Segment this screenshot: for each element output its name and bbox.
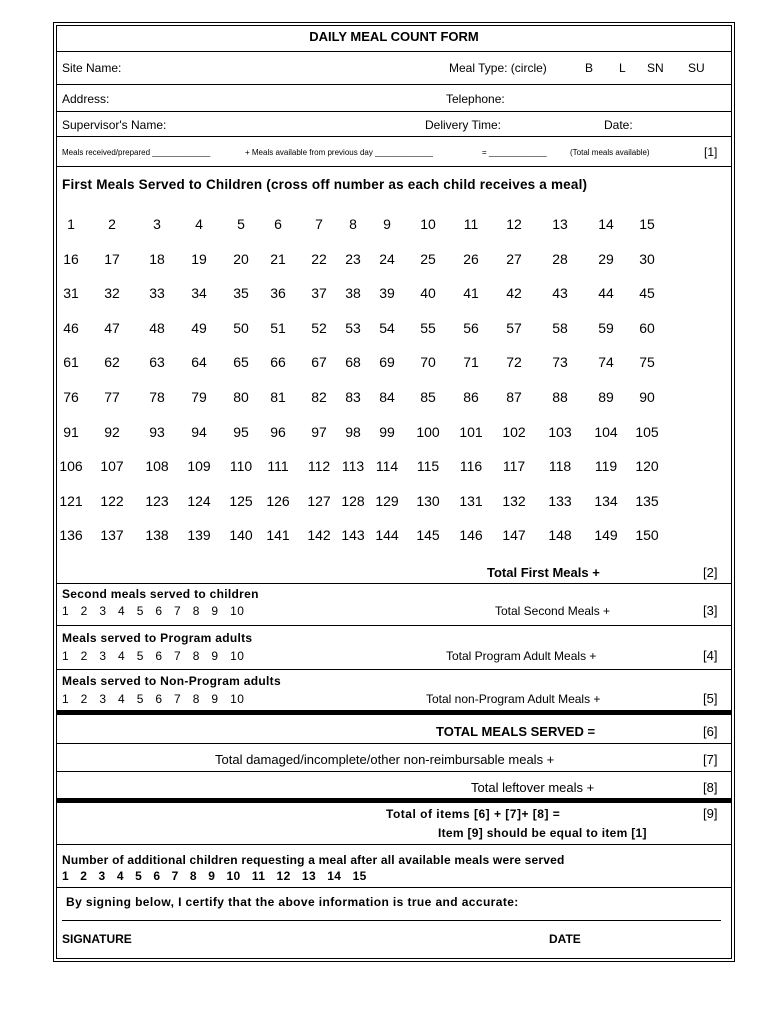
supervisor-label: Supervisor's Name: <box>62 118 167 132</box>
item-2: [2] <box>703 565 718 580</box>
meals-received-label: Meals received/prepared _____________ <box>62 148 211 157</box>
meal-number-13[interactable]: 13 <box>552 216 568 232</box>
meal-number-122[interactable]: 122 <box>100 492 124 509</box>
date-signature-label: DATE <box>549 932 581 946</box>
meal-number-145[interactable]: 145 <box>416 527 440 544</box>
meal-number-39[interactable]: 39 <box>379 285 395 302</box>
meal-type-label: Meal Type: (circle) <box>449 61 547 75</box>
meal-number-29[interactable]: 29 <box>598 250 614 267</box>
meal-number-64[interactable]: 64 <box>191 354 207 371</box>
meal-number-24[interactable]: 24 <box>379 250 395 267</box>
meal-number-52[interactable]: 52 <box>311 319 327 336</box>
divider <box>57 84 731 85</box>
meal-number-67[interactable]: 67 <box>311 354 327 371</box>
meal-number-118[interactable]: 118 <box>548 458 572 475</box>
meal-count-form <box>53 22 735 962</box>
meal-number-98[interactable]: 98 <box>345 423 361 440</box>
meal-number-37[interactable]: 37 <box>311 285 327 302</box>
divider <box>57 771 731 772</box>
meal-number-134[interactable]: 134 <box>594 492 618 509</box>
meal-number-92[interactable]: 92 <box>104 423 120 440</box>
meal-number-55[interactable]: 55 <box>420 319 436 336</box>
meal-number-76[interactable]: 76 <box>63 389 79 405</box>
meal-number-143[interactable]: 143 <box>341 527 365 544</box>
meal-number-62[interactable]: 62 <box>104 354 120 371</box>
meal-number-78[interactable]: 78 <box>149 389 165 405</box>
divider <box>57 887 731 888</box>
items-total-label: Total of items [6] + [7]+ [8] = <box>386 807 561 821</box>
nonprogram-adults-heading: Meals served to Non-Program adults <box>62 674 281 688</box>
item-4: [4] <box>703 648 718 663</box>
meal-number-50[interactable]: 50 <box>233 319 249 336</box>
meal-number-41[interactable]: 41 <box>463 285 479 302</box>
meal-number-45[interactable]: 45 <box>639 285 655 302</box>
meal-number-126[interactable]: 126 <box>266 492 290 509</box>
meal-number-141[interactable]: 141 <box>266 527 290 544</box>
divider <box>57 625 731 626</box>
meal-number-97[interactable]: 97 <box>311 423 327 440</box>
meal-number-32[interactable]: 32 <box>104 285 120 302</box>
meal-number-100[interactable]: 100 <box>416 423 440 440</box>
meal-number-117[interactable]: 117 <box>502 458 526 475</box>
meal-number-119[interactable]: 119 <box>594 458 618 475</box>
meal-number-133[interactable]: 133 <box>548 492 572 509</box>
meal-number-25[interactable]: 25 <box>420 250 436 267</box>
second-meals-numbers: 1 2 3 4 5 6 7 8 9 10 <box>62 604 245 618</box>
meal-number-63[interactable]: 63 <box>149 354 165 371</box>
total-program-adult-label: Total Program Adult Meals + <box>446 649 597 663</box>
meal-number-93[interactable]: 93 <box>149 423 165 440</box>
meal-number-75[interactable]: 75 <box>639 354 655 371</box>
equals-blank: = _____________ <box>482 148 547 157</box>
telephone-label: Telephone: <box>446 92 505 106</box>
meal-number-108[interactable]: 108 <box>145 458 169 475</box>
meal-number-142[interactable]: 142 <box>307 527 331 544</box>
meal-number-66[interactable]: 66 <box>270 354 286 371</box>
form-inner-border <box>56 25 732 959</box>
meal-number-35[interactable]: 35 <box>233 285 249 302</box>
meal-number-26[interactable]: 26 <box>463 250 479 267</box>
meal-number-11[interactable]: 11 <box>463 216 479 232</box>
meal-number-90[interactable]: 90 <box>639 389 655 405</box>
item-6: [6] <box>703 724 718 739</box>
meal-number-20[interactable]: 20 <box>233 250 249 267</box>
total-meals-served-label: TOTAL MEALS SERVED = <box>436 724 596 739</box>
meal-number-150[interactable]: 150 <box>635 527 659 544</box>
meal-number-27[interactable]: 27 <box>506 250 522 267</box>
meal-number-44[interactable]: 44 <box>598 285 614 302</box>
divider <box>57 166 731 167</box>
meal-number-103[interactable]: 103 <box>548 423 572 440</box>
meal-number-38[interactable]: 38 <box>345 285 361 302</box>
meal-number-6[interactable]: 6 <box>274 216 282 232</box>
meal-number-140[interactable]: 140 <box>229 527 253 544</box>
meal-number-53[interactable]: 53 <box>345 319 361 336</box>
meal-number-105[interactable]: 105 <box>635 423 659 440</box>
meal-number-19[interactable]: 19 <box>191 250 207 267</box>
meal-number-124[interactable]: 124 <box>187 492 211 509</box>
meal-number-60[interactable]: 60 <box>639 319 655 336</box>
meal-number-129[interactable]: 129 <box>375 492 399 509</box>
program-adults-numbers: 1 2 3 4 5 6 7 8 9 10 <box>62 649 245 663</box>
meal-number-15[interactable]: 15 <box>639 216 655 232</box>
meal-option-l[interactable]: L <box>619 61 626 75</box>
meal-number-84[interactable]: 84 <box>379 389 395 405</box>
meal-number-33[interactable]: 33 <box>149 285 165 302</box>
additional-children-heading: Number of additional children requesting a meal after all available meals were served <box>62 853 565 867</box>
total-available-label: (Total meals available) <box>570 148 650 157</box>
meal-number-113[interactable]: 113 <box>341 458 365 475</box>
meal-number-137[interactable]: 137 <box>100 527 124 544</box>
meal-number-149[interactable]: 149 <box>594 527 618 544</box>
meal-number-120[interactable]: 120 <box>635 458 659 475</box>
total-nonprogram-adult-label: Total non-Program Adult Meals + <box>426 692 601 706</box>
meal-number-43[interactable]: 43 <box>552 285 568 302</box>
signature-line[interactable] <box>62 920 721 921</box>
leftover-meals-label: Total leftover meals + <box>471 780 595 795</box>
meal-number-31[interactable]: 31 <box>63 285 79 302</box>
delivery-time-label: Delivery Time: <box>425 118 502 132</box>
date-label: Date: <box>604 118 633 132</box>
meal-number-48[interactable]: 48 <box>149 319 165 336</box>
meal-number-123[interactable]: 123 <box>145 492 169 509</box>
meal-number-56[interactable]: 56 <box>463 319 479 336</box>
meal-number-91[interactable]: 91 <box>63 423 79 440</box>
item-5: [5] <box>703 691 718 706</box>
meal-number-121[interactable]: 121 <box>59 492 83 509</box>
nonprogram-adults-numbers: 1 2 3 4 5 6 7 8 9 10 <box>62 692 245 706</box>
meal-number-2[interactable]: 2 <box>108 216 116 232</box>
meal-number-51[interactable]: 51 <box>270 319 286 336</box>
meal-number-18[interactable]: 18 <box>149 250 165 267</box>
meal-number-95[interactable]: 95 <box>233 423 249 440</box>
meal-number-36[interactable]: 36 <box>270 285 286 302</box>
divider <box>57 136 731 137</box>
meal-number-16[interactable]: 16 <box>63 250 79 267</box>
thick-divider <box>57 710 731 715</box>
meal-number-144[interactable]: 144 <box>375 527 399 544</box>
meal-number-82[interactable]: 82 <box>311 389 327 405</box>
items-note: Item [9] should be equal to item [1] <box>438 826 647 840</box>
meal-number-47[interactable]: 47 <box>104 319 120 336</box>
meal-number-96[interactable]: 96 <box>270 423 286 440</box>
first-meals-heading: First Meals Served to Children (cross off number as each child receives a meal) <box>62 177 588 192</box>
meal-number-107[interactable]: 107 <box>100 458 124 475</box>
meal-number-72[interactable]: 72 <box>506 354 522 371</box>
meal-number-110[interactable]: 110 <box>229 458 253 475</box>
meal-number-40[interactable]: 40 <box>420 285 436 302</box>
meal-number-148[interactable]: 148 <box>548 527 572 544</box>
meals-available-previous: + Meals available from previous day _____________ <box>245 148 433 157</box>
meal-number-81[interactable]: 81 <box>270 389 286 405</box>
meal-number-49[interactable]: 49 <box>191 319 207 336</box>
form-title: DAILY MEAL COUNT FORM <box>309 29 479 44</box>
meal-number-59[interactable]: 59 <box>598 319 614 336</box>
meal-number-114[interactable]: 114 <box>375 458 399 475</box>
item-7: [7] <box>703 752 718 767</box>
meal-number-4[interactable]: 4 <box>195 216 203 232</box>
meal-number-10[interactable]: 10 <box>420 216 436 232</box>
meal-number-12[interactable]: 12 <box>506 216 522 232</box>
meal-number-14[interactable]: 14 <box>598 216 614 232</box>
meal-number-135[interactable]: 135 <box>635 492 659 509</box>
meal-option-su[interactable]: SU <box>688 61 705 75</box>
meal-number-112[interactable]: 112 <box>307 458 331 475</box>
total-first-meals-label: Total First Meals + <box>487 565 600 580</box>
meal-number-22[interactable]: 22 <box>311 250 327 267</box>
meal-number-106[interactable]: 106 <box>59 458 83 475</box>
meal-number-54[interactable]: 54 <box>379 319 395 336</box>
meal-number-42[interactable]: 42 <box>506 285 522 302</box>
meal-number-58[interactable]: 58 <box>552 319 568 336</box>
meal-number-147[interactable]: 147 <box>502 527 526 544</box>
meal-number-88[interactable]: 88 <box>552 389 568 405</box>
meal-number-138[interactable]: 138 <box>145 527 169 544</box>
total-second-meals-label: Total Second Meals + <box>495 604 611 618</box>
meal-number-127[interactable]: 127 <box>307 492 331 509</box>
item-1: [1] <box>704 145 718 159</box>
divider <box>57 51 731 52</box>
meal-number-68[interactable]: 68 <box>345 354 361 371</box>
meal-number-1[interactable]: 1 <box>67 216 75 232</box>
meal-number-77[interactable]: 77 <box>104 389 120 405</box>
meal-number-102[interactable]: 102 <box>502 423 526 440</box>
meal-number-86[interactable]: 86 <box>463 389 479 405</box>
divider <box>57 743 731 744</box>
meal-number-99[interactable]: 99 <box>379 423 395 440</box>
meal-number-128[interactable]: 128 <box>341 492 365 509</box>
additional-children-numbers: 1 2 3 4 5 6 7 8 9 10 11 12 13 14 15 <box>62 869 367 883</box>
meal-number-71[interactable]: 71 <box>463 354 479 371</box>
meal-number-136[interactable]: 136 <box>59 527 83 544</box>
signature-label: SIGNATURE <box>62 932 132 946</box>
meal-number-73[interactable]: 73 <box>552 354 568 371</box>
meal-number-3[interactable]: 3 <box>153 216 161 232</box>
meal-number-17[interactable]: 17 <box>104 250 120 267</box>
meal-option-sn[interactable]: SN <box>647 61 664 75</box>
meal-number-80[interactable]: 80 <box>233 389 249 405</box>
meal-number-9[interactable]: 9 <box>383 216 391 232</box>
meal-number-130[interactable]: 130 <box>416 492 440 509</box>
meal-number-28[interactable]: 28 <box>552 250 568 267</box>
meal-number-46[interactable]: 46 <box>63 319 79 336</box>
divider <box>57 844 731 845</box>
site-name-label: Site Name: <box>62 61 122 75</box>
meal-number-131[interactable]: 131 <box>459 492 483 509</box>
meal-number-104[interactable]: 104 <box>594 423 618 440</box>
divider <box>57 583 731 584</box>
meal-number-101[interactable]: 101 <box>459 423 483 440</box>
meal-number-89[interactable]: 89 <box>598 389 614 405</box>
item-9: [9] <box>703 806 718 821</box>
meal-number-34[interactable]: 34 <box>191 285 207 302</box>
meal-number-65[interactable]: 65 <box>233 354 249 371</box>
meal-option-b[interactable]: B <box>585 61 594 75</box>
meal-number-5[interactable]: 5 <box>237 216 245 232</box>
meal-number-79[interactable]: 79 <box>191 389 207 405</box>
meal-number-125[interactable]: 125 <box>229 492 253 509</box>
meal-number-139[interactable]: 139 <box>187 527 211 544</box>
item-3: [3] <box>703 603 718 618</box>
certify-statement: By signing below, I certify that the above information is true and accurate: <box>66 895 519 909</box>
meal-number-109[interactable]: 109 <box>187 458 211 475</box>
item-8: [8] <box>703 780 718 795</box>
meal-number-85[interactable]: 85 <box>420 389 436 405</box>
meal-number-115[interactable]: 115 <box>416 458 440 475</box>
meal-number-83[interactable]: 83 <box>345 389 361 405</box>
meal-number-87[interactable]: 87 <box>506 389 522 405</box>
meal-number-74[interactable]: 74 <box>598 354 614 371</box>
meal-number-116[interactable]: 116 <box>459 458 483 475</box>
meal-number-111[interactable]: 111 <box>267 458 289 475</box>
thick-divider <box>57 798 731 803</box>
divider <box>57 669 731 670</box>
second-meals-heading: Second meals served to children <box>62 587 259 601</box>
meal-number-57[interactable]: 57 <box>506 319 522 336</box>
meal-number-21[interactable]: 21 <box>270 250 286 267</box>
meal-number-30[interactable]: 30 <box>639 250 655 267</box>
divider <box>57 111 731 112</box>
meal-number-8[interactable]: 8 <box>349 216 357 232</box>
program-adults-heading: Meals served to Program adults <box>62 631 253 645</box>
meal-number-23[interactable]: 23 <box>345 250 361 267</box>
damaged-meals-label: Total damaged/incomplete/other non-reimbursable meals + <box>215 752 555 767</box>
address-label: Address: <box>62 92 110 106</box>
meal-number-70[interactable]: 70 <box>420 354 436 371</box>
meal-number-61[interactable]: 61 <box>63 354 79 371</box>
meal-number-69[interactable]: 69 <box>379 354 395 371</box>
meal-number-94[interactable]: 94 <box>191 423 207 440</box>
meal-number-7[interactable]: 7 <box>315 216 323 232</box>
meal-number-132[interactable]: 132 <box>502 492 526 509</box>
meal-number-146[interactable]: 146 <box>459 527 483 544</box>
